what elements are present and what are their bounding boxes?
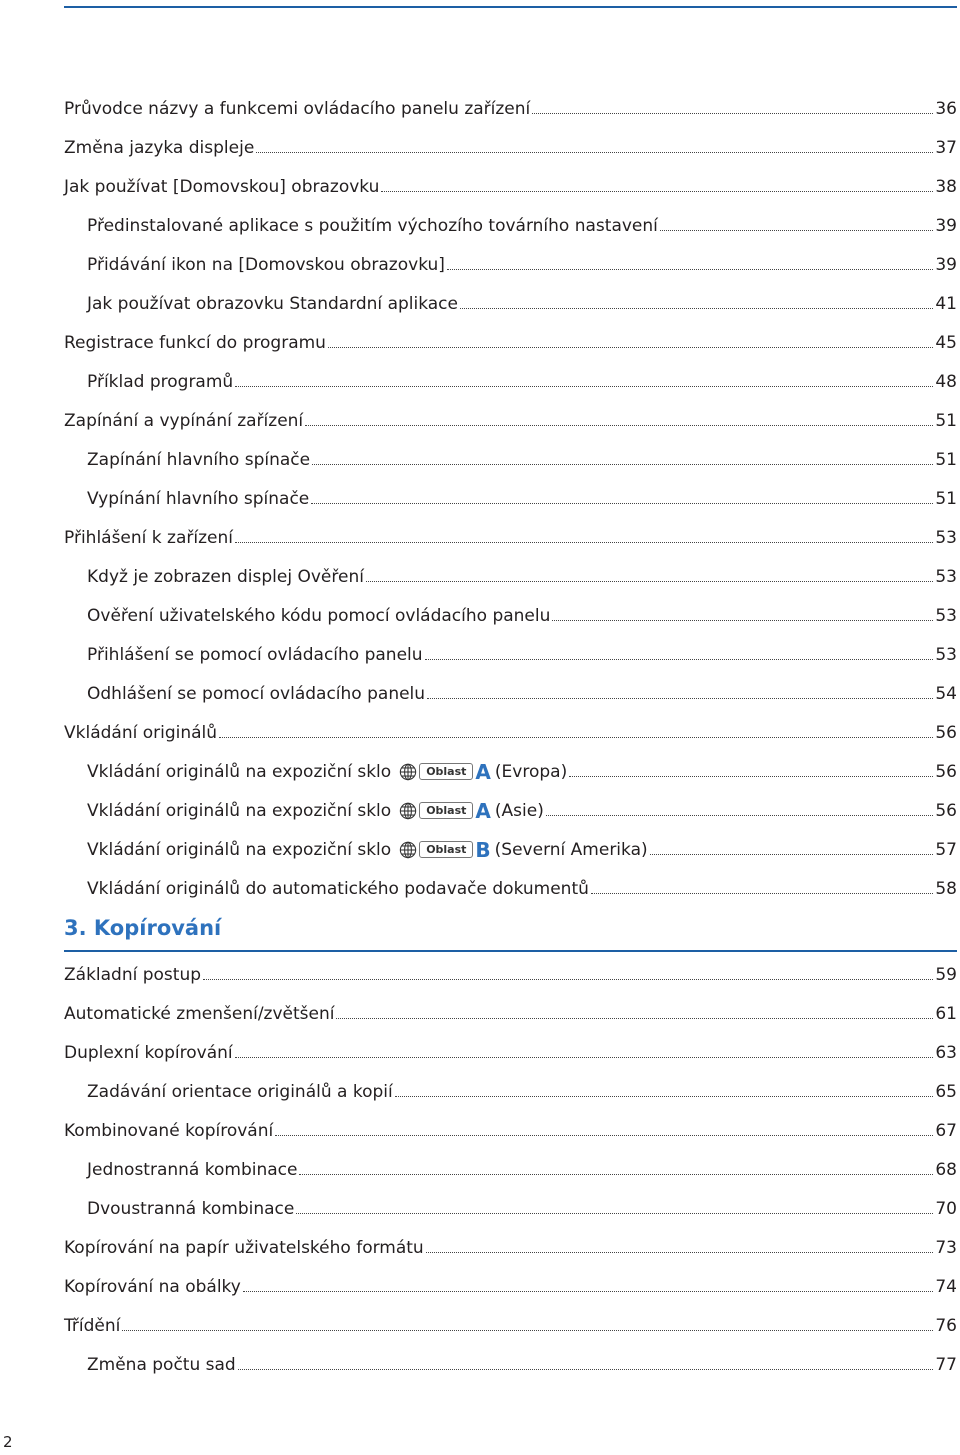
dot-leader [243,1291,934,1292]
toc-entry-title-group [64,99,530,119]
toc-entry-title: Zapínání hlavního spínače [87,449,311,470]
toc-entry-title: Předinstalované aplikace s použitím výchozího továrního nastavení [87,215,658,236]
toc-entry-title-group [87,759,568,784]
toc-entry-title: Příklad programů [87,371,234,392]
toc-entry-page: 54 [935,683,957,704]
toc-entry[interactable] [64,635,957,674]
dot-leader [275,1135,933,1136]
toc-entry-title: Odhlášení se pomocí ovládacího panelu [87,683,426,704]
toc-entry-region-name: (Asie) [494,800,544,821]
dot-leader [296,1213,933,1214]
toc-entry-title: Průvodce názvy a funkcemi ovládacího panelu zařízení [64,98,531,119]
toc-entry-title: Zadávání orientace originálů a kopií [87,1081,393,1102]
toc-entry-page: 57 [935,839,957,860]
toc-entry-page: 37 [935,137,957,158]
region-badge-label: Oblast [419,763,473,780]
dot-leader [395,1096,934,1097]
toc-entry[interactable] [64,1111,957,1150]
toc-entry-title: Přihlášení k zařízení [64,527,233,548]
toc-entry-page: 65 [935,1081,957,1102]
toc-entry-page: 58 [935,878,957,899]
toc-entry-page: 68 [935,1159,957,1180]
toc-entry-page: 63 [935,1042,957,1063]
section-rule [64,950,957,952]
toc-entry-title: Registrace funkcí do programu [64,332,326,353]
dot-leader [235,1057,934,1058]
region-badge [399,837,491,862]
dot-leader [546,815,934,816]
dot-leader [203,979,933,980]
toc-entry-page: 56 [935,722,957,743]
toc-entry[interactable] [64,596,957,635]
toc-entry[interactable] [64,362,957,401]
toc-entry-title: Kombinované kopírování [64,1120,274,1141]
dot-leader [591,893,933,894]
toc-entry[interactable] [64,440,957,479]
toc-entry-title-group [64,1277,241,1297]
toc-entry-title-group [64,1004,334,1024]
toc-entry[interactable] [64,1072,957,1111]
toc-entry[interactable] [64,1033,957,1072]
toc-entry-page: 53 [935,527,957,548]
region-badge-label: Oblast [419,841,473,858]
toc-entry-page: 36 [935,98,957,119]
globe-icon [399,841,417,859]
globe-icon [399,802,417,820]
toc-entry-page: 56 [935,800,957,821]
region-badge-label: Oblast [419,802,473,819]
toc-entry-page: 70 [935,1198,957,1219]
toc-entry-title: Vkládání originálů na expoziční sklo [87,839,392,860]
dot-leader [425,659,934,660]
dot-leader [299,1174,933,1175]
toc-entry-title-group [64,1043,233,1063]
toc-entry[interactable] [64,674,957,713]
region-letter: A [475,759,491,784]
toc-entry-title-group [87,1160,297,1180]
toc-entry-page: 67 [935,1120,957,1141]
toc-entry-title-group [87,216,658,236]
dot-leader [235,386,933,387]
region-badge [399,759,491,784]
toc-entry-title-group [87,879,589,899]
toc-entry-title-group [87,684,425,704]
toc-entry-title-group [87,837,648,862]
toc-entry-title-group [87,450,310,470]
toc-entry-title-group [87,255,445,275]
toc-entry[interactable] [64,994,957,1033]
toc-entry-title: Jednostranná kombinace [87,1159,298,1180]
toc-entry-page: 53 [935,644,957,665]
toc-entry-title: Vkládání originálů [64,722,218,743]
toc-entry-page: 39 [935,215,957,236]
dot-leader [336,1018,933,1019]
toc-entry-title-group [64,1238,424,1258]
toc-entry[interactable] [64,869,957,908]
toc-entry-title: Dvoustranná kombinace [87,1198,295,1219]
toc-entry-page: 51 [935,410,957,431]
toc-list-part2 [64,955,957,1384]
toc-entry-title-group [64,723,217,743]
toc-entry-title: Jak používat obrazovku Standardní aplikace [87,293,458,314]
toc-entry[interactable] [64,323,957,362]
toc-entry-page: 51 [935,449,957,470]
toc-entry-page: 38 [935,176,957,197]
toc-entry[interactable] [64,1267,957,1306]
toc-entry[interactable] [64,401,957,440]
dot-leader [311,503,933,504]
toc-entry-title-group [64,1316,120,1336]
toc-entry-title-group [87,798,544,823]
toc-entry-page: 53 [935,566,957,587]
toc-entry-region-name: (Evropa) [494,761,568,782]
dot-leader [235,542,933,543]
section-heading [64,912,957,955]
toc-entry-title-group [64,333,326,353]
toc-entry[interactable] [64,284,957,323]
toc-entry-page: 56 [935,761,957,782]
toc-entry[interactable] [64,479,957,518]
toc-entry-title: Duplexní kopírování [64,1042,233,1063]
dot-leader [122,1330,933,1331]
toc-entry-title: Zapínání a vypínání zařízení [64,410,304,431]
toc-entry-page: 73 [935,1237,957,1258]
toc-entry-title: Když je zobrazen displej Ověření [87,566,364,587]
dot-leader [426,1252,934,1253]
dot-leader [238,1369,934,1370]
toc-entry-title-group [64,1121,273,1141]
toc-entry-title-group [87,567,364,587]
toc-entry-title: Vypínání hlavního spínače [87,488,310,509]
toc-entry[interactable] [64,1189,957,1228]
dot-leader [650,854,934,855]
toc-entry[interactable] [64,557,957,596]
section-title: 3. Kopírování [64,916,222,940]
toc-entry[interactable] [64,713,957,752]
toc-entry-title: Vkládání originálů do automatického podavače dokumentů [87,878,589,899]
toc-entry-page: 59 [935,964,957,985]
toc-entry-page: 61 [935,1003,957,1024]
toc-entry-title: Ověření uživatelského kódu pomocí ovládacího panelu [87,605,551,626]
dot-leader [552,620,933,621]
dot-leader [660,230,933,231]
toc-entry-title-group [87,606,550,626]
toc-entry-title: Jak používat [Domovskou] obrazovku [64,176,380,197]
toc-entry-page: 53 [935,605,957,626]
toc-entry-page: 77 [935,1354,957,1375]
toc-entry-page: 76 [935,1315,957,1336]
toc-entry-title-group [87,1355,236,1375]
dot-leader [305,425,933,426]
dot-leader [447,269,933,270]
toc-entry[interactable] [64,206,957,245]
toc-entry-title: Kopírování na obálky [64,1276,241,1297]
toc-entry[interactable] [64,791,957,830]
top-rule [64,6,957,8]
toc-entry-page: 45 [935,332,957,353]
dot-leader [219,737,933,738]
toc-entry-title-group [64,965,201,985]
toc-entry-title: Kopírování na papír uživatelského formátu [64,1237,424,1258]
toc-entry[interactable] [64,128,957,167]
toc-entry-title-group [64,411,303,431]
toc-entry[interactable] [64,1150,957,1189]
globe-icon [399,763,417,781]
toc-entry-title: Třídění [64,1315,121,1336]
toc-entry[interactable] [64,518,957,557]
toc-entry[interactable] [64,1345,957,1384]
dot-leader [312,464,933,465]
dot-leader [328,347,933,348]
toc-entry[interactable] [64,245,957,284]
toc-entry-page: 48 [935,371,957,392]
toc-entry-title-group [87,372,233,392]
toc-entry[interactable] [64,1306,957,1345]
region-badge [399,798,491,823]
toc-entry-title: Základní postup [64,964,202,985]
toc-entry-title: Vkládání originálů na expoziční sklo [87,761,392,782]
toc-list-part1 [64,89,957,908]
region-letter: A [475,798,491,823]
toc-entry-title-group [64,177,379,197]
toc-entry-page: 41 [935,293,957,314]
table-of-contents [64,89,957,1384]
dot-leader [460,308,933,309]
toc-entry[interactable] [64,1228,957,1267]
dot-leader [532,113,933,114]
toc-entry-title: Automatické zmenšení/zvětšení [64,1003,335,1024]
toc-entry[interactable] [64,955,957,994]
toc-entry-page: 39 [935,254,957,275]
toc-entry-title-group [87,645,423,665]
toc-entry-title-group [87,489,309,509]
dot-leader [256,152,933,153]
toc-entry[interactable] [64,167,957,206]
toc-entry-region-name: (Severní Amerika) [494,839,648,860]
toc-entry-title-group [64,138,254,158]
region-letter: B [475,837,491,862]
toc-entry-title-group [87,1082,393,1102]
toc-entry-title: Změna jazyka displeje [64,137,255,158]
toc-entry[interactable] [64,752,957,791]
dot-leader [366,581,933,582]
toc-entry-title: Vkládání originálů na expoziční sklo [87,800,392,821]
toc-entry[interactable] [64,89,957,128]
dot-leader [381,191,933,192]
toc-entry-page: 74 [935,1276,957,1297]
dot-leader [569,776,933,777]
toc-entry-title-group [64,528,233,548]
toc-entry-title: Změna počtu sad [87,1354,236,1375]
toc-entry-title-group [87,294,458,314]
toc-entry-title: Přidávání ikon na [Domovskou obrazovku] [87,254,445,275]
page-number: 2 [3,1433,13,1451]
toc-entry-page: 51 [935,488,957,509]
toc-entry-title: Přihlášení se pomocí ovládacího panelu [87,644,423,665]
toc-entry[interactable] [64,830,957,869]
toc-entry-title-group [87,1199,294,1219]
dot-leader [427,698,933,699]
